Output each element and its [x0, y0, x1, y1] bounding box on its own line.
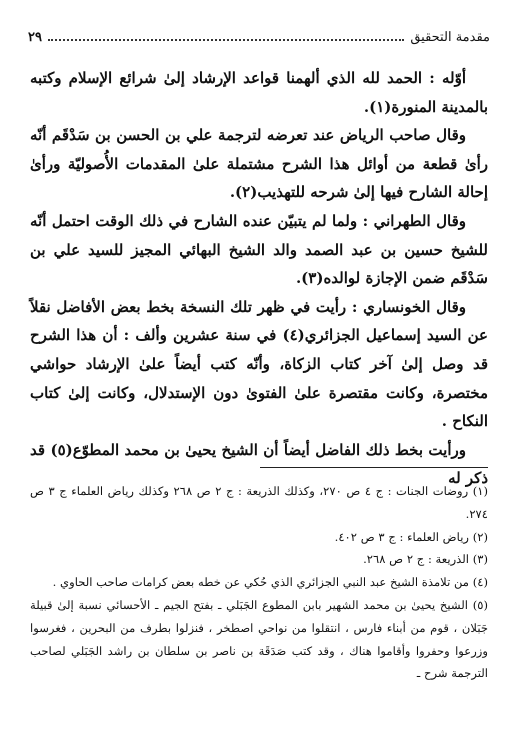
footnote: (٢) رياض العلماء : ج ٣ ص ٤٠٢. [334, 529, 488, 544]
paragraph: أوّله : الحمد لله الذي ألهمنا قواعد الإرشاد إلىٰ شرائع الإسلام وكتبه بالمدينة المنورة(١). [30, 69, 488, 116]
footnote: (٥) الشيخ يحيىٰ بن محمد الشهير بابن المطوع الجَبَلي ـ بفتح الجيم ـ الأحسائي نسبة إلىٰ قبيلة جَبَلان ، قوم من أبناء فارس ، انتقلوا من نواحي اصطخر ، فنزلوا بطرف من البحرين ، فغرسوا وزرعوا وحفروا وأقاموا هناك ، وقد كتب صَدَقَة بن ناصر بن سلطان بن راشد الجَبَلي لصاحب الترجمة شرح ـ [30, 597, 488, 681]
footnote: (٤) من تلامذة الشيخ عبد النبي الجزائري الذي حُكي عن خطه بعض كرامات صاحب الحاوي . [52, 575, 488, 590]
paragraph: وقال الخونساري : رأيت في ظهر تلك النسخة بخط بعض الأفاضل نقلاً عن السيد إسماعيل الجزائري(٤) في سنة عشرين وألف : أن هذا الشرح قد وصل إلىٰ آخر كتاب الزكاة، وأنّه كتب أيضاً علىٰ الإرشاد حواشي مختصرة، وكانت مقتصرة علىٰ الفتوىٰ دون الإستدلال، وكانت إلىٰ كتاب النكاح . [30, 297, 488, 431]
dotted-leader [48, 39, 404, 41]
footnote: (٣) الذريعة : ج ٢ ص ٢٦٨. [363, 552, 488, 567]
footnote-divider [260, 467, 488, 468]
main-text [30, 64, 488, 493]
footnote: (١) روضات الجنات : ج ٤ ص ٢٧٠، وكذلك الذريعة : ج ٢ ص ٢٦٨ وكذلك رياض العلماء ج ٣ ص ٢٧٤. [30, 484, 488, 521]
paragraph: وقال الطهراني : ولما لم يتبيّن عنده الشارح في ذلك الوقت احتمل أنّه للشيخ حسين بن عبد الصمد والد الشيخ البهائي المجيز للسيد علي بن سَدْقَم ضمن الإجازة لوالده(٣). [30, 211, 488, 288]
footnotes [30, 480, 488, 685]
page-header [28, 26, 490, 48]
page-number: ٢٩ [28, 29, 42, 45]
paragraph: ورأيت بخط ذلك الفاضل أيضاً أن الشيخ يحيىٰ بن محمد المطوّع(٥) قد ذكر له [30, 440, 488, 488]
running-title: مقدمة التحقيق [410, 29, 490, 45]
paragraph: وقال صاحب الرياض عند تعرضه لترجمة علي بن الحسن بن سَدْقَم أنّه رأىٰ قطعة من أوائل هذا الشرح مشتملة علىٰ المقدمات الأُصوليّة ورأىٰ إحالة الشارح فيها إلىٰ شرحه للتهذيب(٢). [30, 126, 488, 202]
